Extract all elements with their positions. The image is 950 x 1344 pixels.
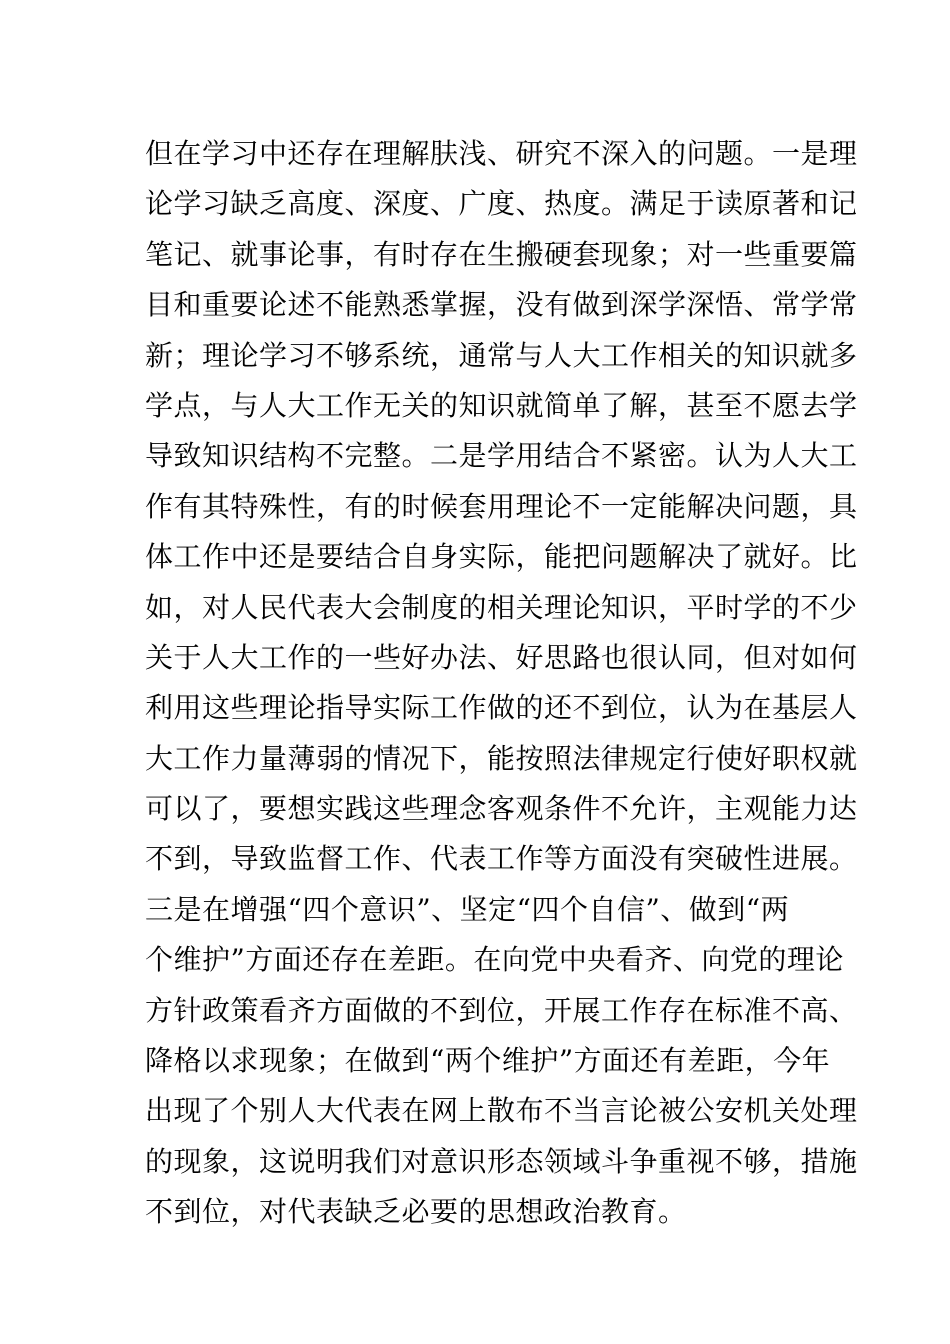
text-line: 降格以求现象；在做到“两个维护”方面还有差距，今年 xyxy=(145,1044,831,1078)
text-line: 如，对人民代表大会制度的相关理论知识，平时学的不少 xyxy=(145,590,858,624)
text-line: 三是在增强“四个意识”、坚定“四个自信”、做到“两 xyxy=(145,892,790,926)
text-line: 目和重要论述不能熟悉掌握，没有做到深学深悟、常学常 xyxy=(145,288,858,322)
text-line: 出现了个别人大代表在网上散布不当言论被公安机关处理 xyxy=(145,1094,858,1128)
body-paragraph xyxy=(145,129,858,1238)
text-line: 个维护”方面还存在差距。在向党中央看齐、向党的理论 xyxy=(145,943,844,977)
text-line: 新；理论学习不够系统，通常与人大工作相关的知识就多 xyxy=(145,338,858,372)
text-line: 但在学习中还存在理解肤浅、研究不深入的问题。一是理 xyxy=(145,137,858,170)
text-line: 大工作力量薄弱的情况下，能按照法律规定行使好职权就 xyxy=(145,741,858,775)
text-line: 作有其特殊性，有的时候套用理论不一定能解决问题，具 xyxy=(145,489,858,523)
text-line: 笔记、就事论事，有时存在生搬硬套现象；对一些重要篇 xyxy=(145,237,858,271)
text-line: 可以了，要想实践这些理念客观条件不允许，主观能力达 xyxy=(145,792,858,826)
text-line: 方针政策看齐方面做的不到位，开展工作存在标准不高、 xyxy=(145,993,858,1027)
text-line: 体工作中还是要结合自身实际，能把问题解决了就好。比 xyxy=(145,540,858,574)
text-line: 利用这些理论指导实际工作做的还不到位，认为在基层人 xyxy=(145,691,858,725)
text-line: 不到位，对代表缺乏必要的思想政治教育。 xyxy=(145,1195,687,1229)
text-line: 关于人大工作的一些好办法、好思路也很认同，但对如何 xyxy=(145,640,858,674)
text-line: 学点，与人大工作无关的知识就简单了解，甚至不愿去学 xyxy=(145,388,858,422)
text-line: 论学习缺乏高度、深度、广度、热度。满足于读原著和记 xyxy=(145,187,858,221)
text-line: 的现象，这说明我们对意识形态领域斗争重视不够，措施 xyxy=(145,1144,858,1178)
text-line: 导致知识结构不完整。二是学用结合不紧密。认为人大工 xyxy=(145,439,858,473)
text-line: 不到，导致监督工作、代表工作等方面没有突破性进展。 xyxy=(145,842,858,876)
